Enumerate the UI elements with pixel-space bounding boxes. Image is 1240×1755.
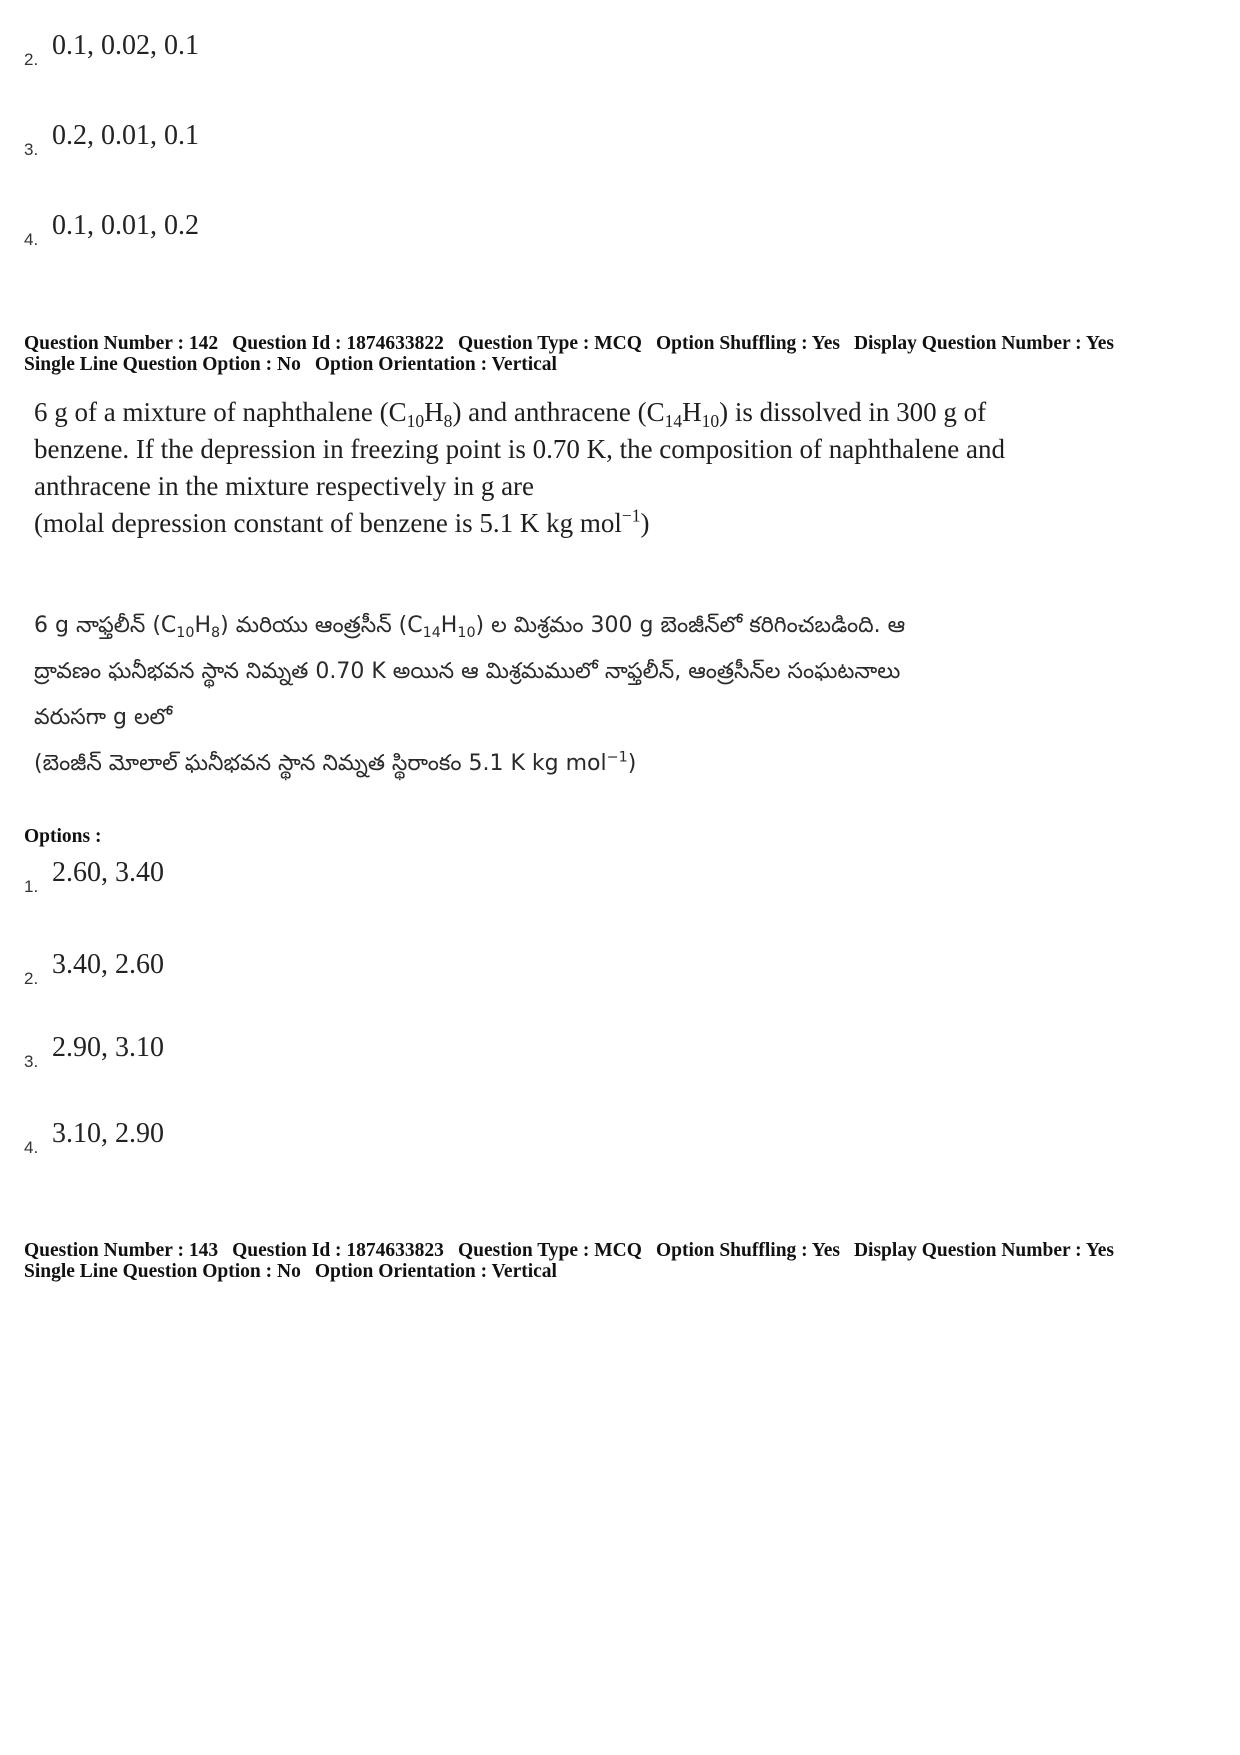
meta-question-id: Question Id : 1874633822 — [232, 333, 444, 354]
meta-line-2 — [24, 1261, 1128, 1282]
question-142-english — [34, 394, 1005, 542]
meta-question-type: Question Type : MCQ — [457, 1240, 642, 1261]
meta-line-2 — [24, 354, 1128, 375]
option-value: 2.60, 3.40 — [52, 857, 164, 888]
question-line: 6 g నాఫ్తలీన్ $(C_{10}H_8)$ మరియు ఆంత్రసీన్ $(C_{14}H_{10})$ ల మిశ్రమం 300 g బెంజీన్‌లో కరిగించబడింది. ఆ — [34, 613, 906, 641]
option-value: 0.2, 0.01, 0.1 — [52, 120, 199, 151]
question-line: benzene. If the depression in freezing point is 0.70 K, the composition of naphthalene and — [34, 434, 1005, 464]
question-line: (molal depression constant of benzene is 5.1 K kg mol$^{-1}$) — [34, 505, 650, 538]
meta-single-line: Single Line Question Option : No — [24, 354, 301, 375]
meta-option-shuffling: Option Shuffling : Yes — [655, 1240, 840, 1261]
option-number: 3. — [24, 140, 39, 159]
question-line: 6 g of a mixture of naphthalene $(C_{10}H_8)$ and anthracene $(C_{14}H_{10})$ is dissolved in 300 g of — [34, 397, 987, 432]
question-143-meta — [24, 1240, 1128, 1282]
option-number: 3. — [24, 1052, 39, 1071]
meta-option-shuffling: Option Shuffling : Yes — [655, 333, 840, 354]
option-value: 3.10, 2.90 — [52, 1118, 164, 1149]
question-line: ద్రావణం ఘనీభవన స్థాన నిమ్నత 0.70 K అయిన ఆ మిశ్రమములో నాఫ్తలీన్, ఆంత్రసీన్‌ల సంఘటనాలు — [34, 659, 901, 684]
option-number: 4. — [24, 230, 39, 249]
meta-line-1 — [24, 333, 1128, 354]
question-142-telugu — [34, 603, 1134, 787]
option-value: 2.90, 3.10 — [52, 1032, 164, 1063]
options-label: Options : — [24, 826, 102, 847]
option-value: 0.1, 0.01, 0.2 — [52, 210, 199, 241]
meta-orientation: Option Orientation : Vertical — [314, 354, 557, 375]
meta-question-type: Question Type : MCQ — [457, 333, 642, 354]
option-value: 0.1, 0.02, 0.1 — [52, 30, 199, 61]
meta-line-1 — [24, 1240, 1128, 1261]
meta-display-number: Display Question Number : Yes — [853, 1240, 1114, 1261]
meta-question-id: Question Id : 1874633823 — [232, 1240, 444, 1261]
meta-question-number: Question Number : 143 — [24, 1240, 219, 1261]
option-number: 2. — [24, 969, 39, 988]
option-value: 3.40, 2.60 — [52, 949, 164, 980]
meta-display-number: Display Question Number : Yes — [853, 333, 1114, 354]
meta-question-number: Question Number : 142 — [24, 333, 219, 354]
meta-orientation: Option Orientation : Vertical — [314, 1261, 557, 1282]
meta-single-line: Single Line Question Option : No — [24, 1261, 301, 1282]
question-line: (బెంజీన్ మోలాల్ ఘనీభవన స్థాన నిమ్నత స్థిరాంకం 5.1 K kg mol$^{-1}$) — [34, 749, 637, 776]
question-line: వరుసగా g లలో — [34, 705, 173, 730]
question-142-meta — [24, 333, 1128, 375]
option-number: 4. — [24, 1138, 39, 1157]
option-number: 1. — [24, 877, 39, 896]
question-line: anthracene in the mixture respectively in g are — [34, 471, 535, 501]
option-number: 2. — [24, 50, 39, 69]
